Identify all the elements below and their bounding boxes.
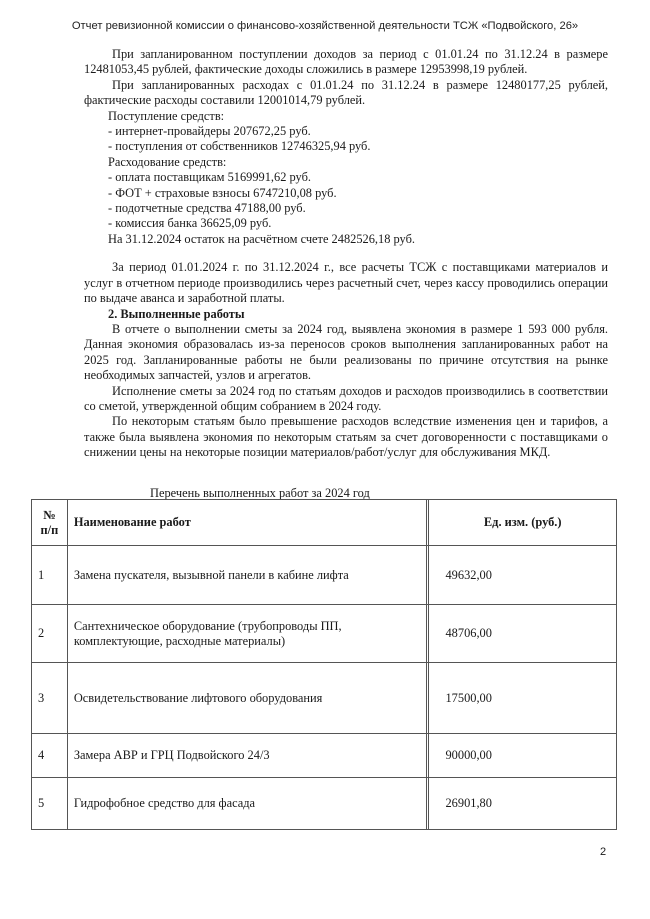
page-number: 2 [600, 846, 607, 858]
spending-item: - подотчетные средства 47188,00 руб. [108, 201, 306, 216]
receipts-item: - поступления от собственников 12746325,94 руб. [108, 139, 371, 154]
section-2-paragraph: В отчете о выполнении сметы за 2024 год, выявлена экономия в размере 1 593 000 рубля. Данная экономия образовалась из-за переносов сроков выполнения запланированных работ на 2025 год. Запланированные работы не были реализованы по причине отсутствия на рынке необходимых запчастей, узлов и агрегатов. [84, 321, 608, 383]
section-2-paragraph: Исполнение сметы за 2024 год по статьям доходов и расходов производились в соответствии со сметой, утвержденной общим собранием в 2024 году. [84, 383, 608, 413]
receipts-title: Поступление средств: [108, 108, 225, 123]
table-row [32, 663, 617, 734]
table-row [32, 605, 617, 663]
expenses-paragraph: При запланированных расходах с 01.01.24 по 31.12.24 в размере 12480177,25 рублей, фактические расходы составили 12001014,79 рублей. [84, 77, 608, 108]
section-2-title: 2. Выполненные работы [108, 306, 245, 321]
table-row [32, 546, 617, 605]
settlements-paragraph: За период 01.01.2024 г. по 31.12.2024 г., все расчеты ТСЖ с поставщиками материалов и услуг в отчетном периоде производились через расчетный счет, через кассу проводились операции по выдаче аванса и заработной платы. [84, 260, 608, 306]
table-header-row [32, 500, 617, 546]
spending-title: Расходование средств: [108, 154, 227, 169]
row-value: 17500,00 [429, 663, 617, 734]
row-name: Замера АВР и ГРЦ Подвойского 24/3 [67, 734, 427, 778]
table-row [32, 734, 617, 778]
row-num: 3 [32, 663, 68, 734]
row-num: 1 [32, 546, 68, 605]
income-paragraph: При запланированном поступлении доходов за период с 01.01.24 по 31.12.24 в размере 12481053,45 рублей, фактические доходы сложились в размере 12953998,19 рублей. [84, 47, 608, 77]
report-body [84, 47, 608, 461]
receipts-item: - интернет-провайдеры 207672,25 руб. [108, 124, 311, 139]
spending-item: - ФОТ + страховые взносы 6747210,08 руб. [108, 185, 337, 200]
spending-item: - комиссия банка 36625,09 руб. [108, 216, 272, 231]
row-name: Гидрофобное средство для фасада [67, 778, 427, 830]
row-value: 26901,80 [429, 778, 617, 830]
page-header: Отчет ревизионной комиссии о финансово-хозяйственной деятельности ТСЖ «Подвойского, 26» [71, 20, 579, 32]
header-unit: Ед. изм. (руб.) [429, 500, 617, 546]
table-caption: Перечень выполненных работ за 2024 год [150, 486, 370, 500]
row-num: 5 [32, 778, 68, 830]
row-name: Замена пускателя, вызывной панели в кабине лифта [67, 546, 427, 605]
row-name: Сантехническое оборудование (трубопроводы ПП, комплектующие, расходные материалы) [67, 605, 427, 663]
row-num: 2 [32, 605, 68, 663]
row-value: 90000,00 [429, 734, 617, 778]
header-num: № п/п [32, 500, 68, 546]
table-row [32, 778, 617, 830]
section-2-paragraph: По некоторым статьям было превышение расходов вследствие изменения цен и тарифов, а также была выявлена экономия по некоторым статьям за счет договоренности с поставщиками о снижении цены на некоторые позиции материалов/работ/услуг для обслуживания МКД. [84, 414, 608, 460]
balance-line: На 31.12.2024 остаток на расчётном счете 2482526,18 руб. [108, 231, 415, 246]
row-value: 48706,00 [429, 605, 617, 663]
header-name: Наименование работ [67, 500, 427, 546]
row-value: 49632,00 [429, 546, 617, 605]
row-num: 4 [32, 734, 68, 778]
row-name: Освидетельствование лифтового оборудования [67, 663, 427, 734]
works-table [31, 499, 617, 830]
spending-item: - оплата поставщикам 5169991,62 руб. [108, 170, 311, 185]
